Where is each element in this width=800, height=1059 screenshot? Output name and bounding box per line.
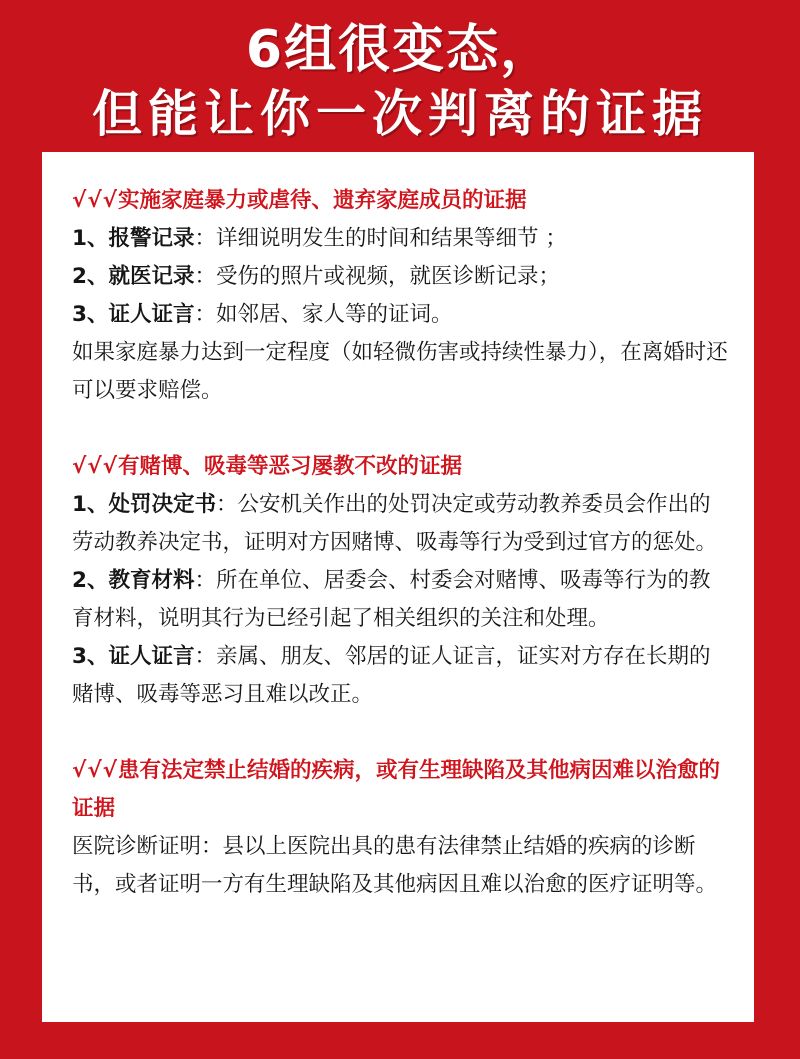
item-number: 2、 bbox=[72, 264, 109, 289]
section-heading-text: 有赌博、吸毒等恶习屡教不改的证据 bbox=[118, 454, 463, 479]
list-item bbox=[72, 486, 730, 562]
item-label: 证人证言 bbox=[108, 302, 195, 327]
item-text: 受伤的照片或视频，就医诊断记录； bbox=[216, 264, 561, 289]
section-heading bbox=[72, 182, 730, 220]
item-number: 3、 bbox=[72, 302, 109, 327]
item-label: 报警记录 bbox=[108, 226, 195, 251]
title-line-1: 6组很变态， bbox=[245, 20, 555, 80]
item-text: 所在单位、居委会、村委会对赌博、吸毒等行为的教育材料，说明其行为已经引起了相关组织的关注和处理。 bbox=[72, 568, 711, 631]
list-item bbox=[72, 562, 730, 638]
item-number: 2、 bbox=[72, 568, 109, 593]
list-item bbox=[72, 220, 730, 258]
section-heading-text: 患有法定禁止结婚的疾病，或有生理缺陷及其他病因难以治愈的证据 bbox=[72, 758, 721, 821]
list-item bbox=[72, 258, 730, 296]
item-text: 公安机关作出的处罚决定或劳动教养委员会作出的劳动教养决定书，证明对方因赌博、吸毒等行为受到过官方的惩处。 bbox=[72, 492, 718, 555]
item-separator: ： bbox=[194, 302, 216, 327]
item-text: 详细说明发生的时间和结果等细节 ； bbox=[216, 226, 567, 251]
item-label: 证人证言 bbox=[108, 644, 195, 669]
section-domestic-violence bbox=[72, 182, 730, 410]
item-number: 1、 bbox=[72, 226, 109, 251]
item-label: 教育材料 bbox=[108, 568, 195, 593]
item-number: 3、 bbox=[72, 644, 109, 669]
checkmark-icon: √√√ bbox=[72, 454, 119, 479]
item-separator: ： bbox=[194, 264, 216, 289]
page-title bbox=[0, 18, 800, 146]
checkmark-icon: √√√ bbox=[72, 188, 119, 213]
list-item bbox=[72, 638, 730, 714]
item-label: 就医记录 bbox=[108, 264, 195, 289]
section-heading bbox=[72, 448, 730, 486]
compensation-note: 如果家庭暴力达到一定程度（如轻微伤害或持续性暴力），在离婚时还可以要求赔偿。 bbox=[72, 340, 728, 403]
title-line-2: 但能让你一次判离的证据 bbox=[92, 85, 708, 143]
item-separator: ： bbox=[215, 492, 238, 517]
section-heading-text: 实施家庭暴力或虐待、遗弃家庭成员的证据 bbox=[118, 188, 527, 213]
checkmark-icon: √√√ bbox=[72, 758, 119, 783]
content-card bbox=[42, 152, 754, 1022]
section-disease bbox=[72, 752, 730, 904]
section-heading bbox=[72, 752, 730, 828]
medical-proof-paragraph: 医院诊断证明：县以上医院出具的患有法律禁止结婚的疾病的诊断书，或者证明一方有生理缺陷及其他病因且难以治愈的医疗证明等。 bbox=[72, 834, 718, 897]
item-text: 亲属、朋友、邻居的证人证言，证实对方存在长期的赌博、吸毒等恶习且难以改正。 bbox=[72, 644, 711, 707]
list-item bbox=[72, 296, 730, 334]
item-label: 处罚决定书 bbox=[108, 492, 216, 517]
item-separator: ： bbox=[194, 226, 216, 251]
item-separator: ： bbox=[194, 644, 216, 669]
section-gambling-drugs bbox=[72, 448, 730, 714]
item-number: 1、 bbox=[72, 492, 109, 517]
item-separator: ： bbox=[194, 568, 216, 593]
item-text: 如邻居、家人等的证词。 bbox=[216, 302, 453, 327]
